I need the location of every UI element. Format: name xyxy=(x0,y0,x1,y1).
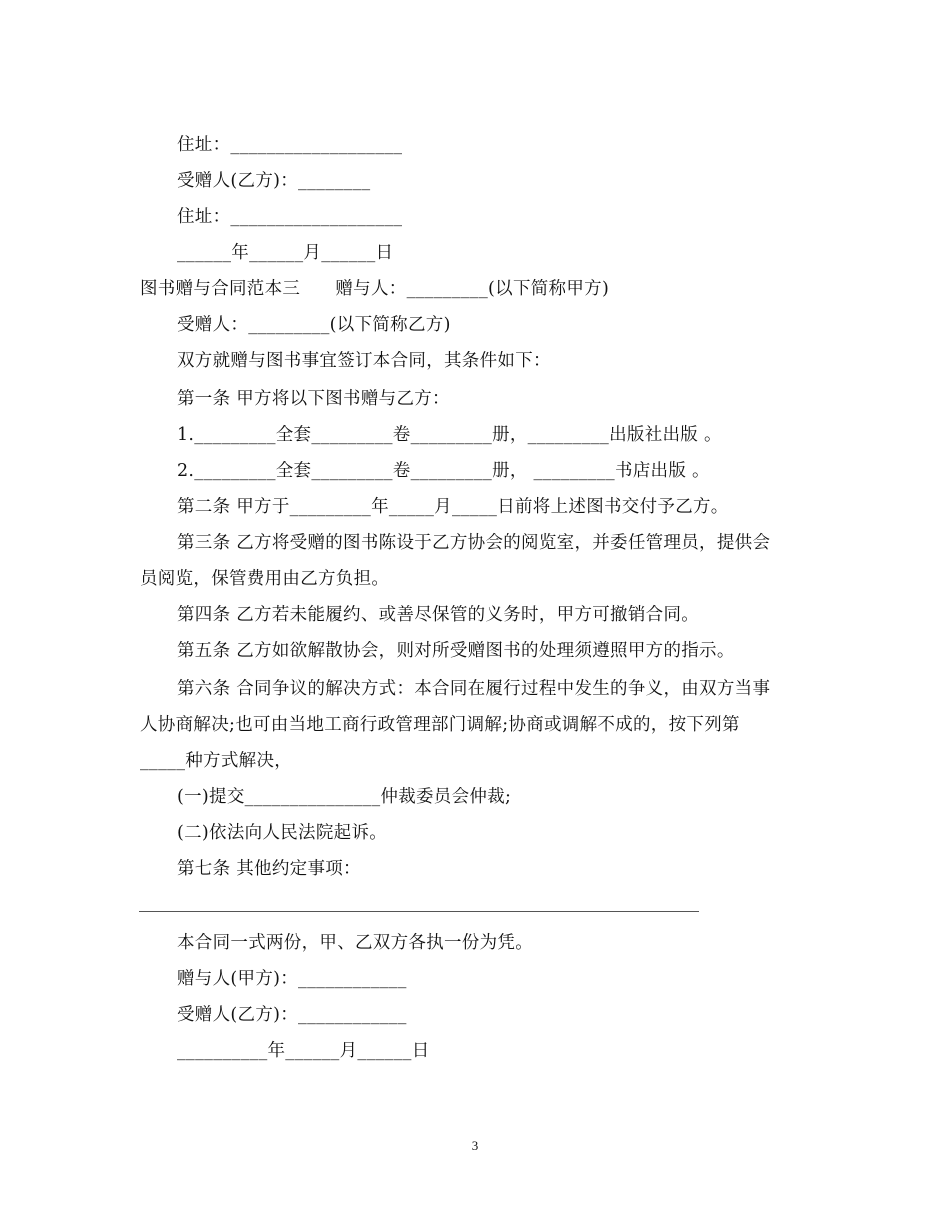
article-3-line-1: 第三条 乙方将受赠的图书陈设于乙方协会的阅览室，并委任管理员，提供会 xyxy=(177,533,771,553)
article-6-line-1: 第六条 合同争议的解决方式：本合同在履行过程中发生的争义，由双方当事 xyxy=(177,679,771,699)
book-item-1: 1._________全套_________卷_________册，_________出版社出版 。 xyxy=(177,425,722,445)
intro-paragraph: 双方就赠与图书事宜签订本合同，其条件如下： xyxy=(177,351,551,371)
address-line-1: 住址：___________________ xyxy=(177,135,403,155)
donor-signature-line: 赠与人(甲方)：____________ xyxy=(177,969,407,989)
donee-line: 受赠人：_________(以下简称乙方) xyxy=(177,315,451,335)
option-court: (二)依法向人民法院起诉。 xyxy=(177,823,388,843)
book-item-2: 2._________全套_________卷_________册， _________书店出版 。 xyxy=(177,461,710,481)
article-1: 第一条 甲方将以下图书赠与乙方： xyxy=(177,389,450,409)
option-arbitration: (一)提交_______________仲裁委员会仲裁; xyxy=(177,787,512,807)
blank-rule xyxy=(139,911,699,912)
article-6-line-3: _____种方式解决， xyxy=(140,751,293,771)
article-6-line-2: 人协商解决;也可由当地工商行政管理部门调解;协商或调解不成的，按下列第 xyxy=(140,715,740,735)
article-7: 第七条 其他约定事项： xyxy=(177,859,361,879)
copies-clause: 本合同一式两份，甲、乙双方各执一份为凭。 xyxy=(177,933,533,953)
date-line-1: ______年______月______日 xyxy=(177,243,394,263)
article-4: 第四条 乙方若未能履约、或善尽保管的义务时，甲方可撤销合同。 xyxy=(177,605,700,625)
article-3-line-2: 员阅览，保管费用由乙方负担。 xyxy=(140,569,390,589)
donee-party-b-line: 受赠人(乙方)：________ xyxy=(177,171,371,191)
template-three-heading: 图书赠与合同范本三 赠与人：_________(以下简称甲方) xyxy=(140,279,610,299)
article-2: 第二条 甲方于_________年_____月_____日前将上述图书交付予乙方。 xyxy=(177,497,729,517)
donee-signature-line: 受赠人(乙方)：____________ xyxy=(177,1005,407,1025)
date-line-2: __________年______月______日 xyxy=(177,1041,430,1061)
page-number: 3 xyxy=(471,1138,479,1153)
address-line-2: 住址：___________________ xyxy=(177,207,403,227)
article-5: 第五条 乙方如欲解散协会，则对所受赠图书的处理须遵照甲方的指示。 xyxy=(177,641,735,661)
